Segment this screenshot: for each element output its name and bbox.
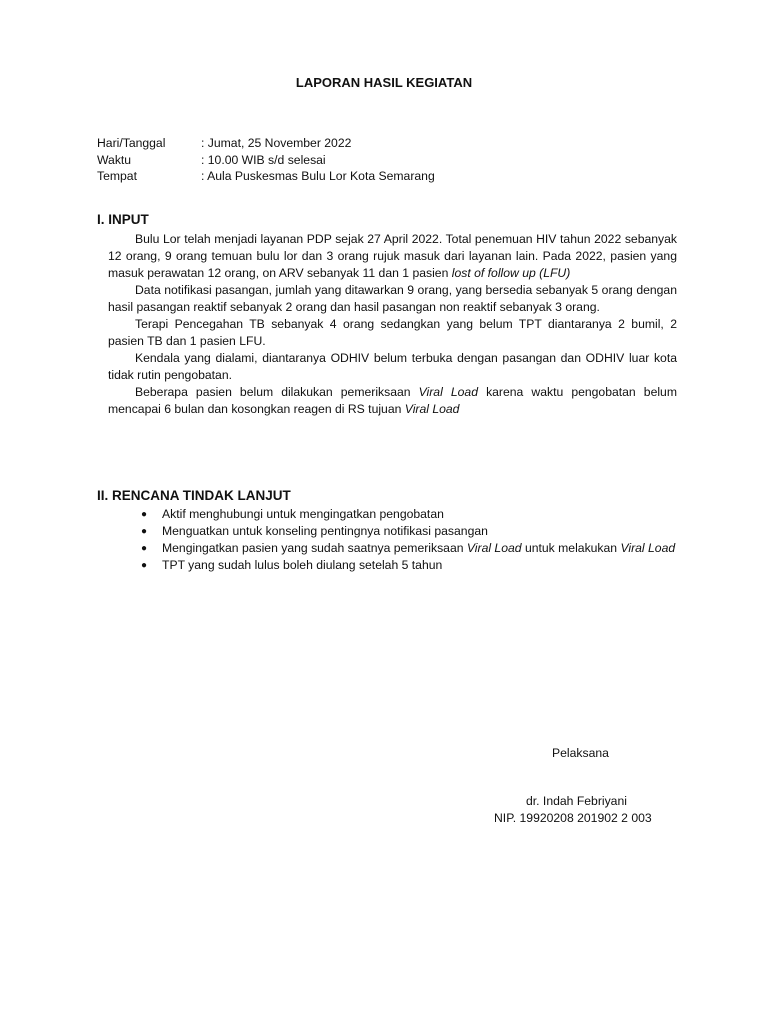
bullet-icon: ● — [141, 526, 148, 537]
report-title: LAPORAN HASIL KEGIATAN — [295, 75, 473, 90]
section-input-body — [108, 231, 677, 418]
list-item — [141, 506, 678, 523]
paragraph — [108, 231, 677, 282]
signer-nip: NIP. 19920208 201902 2 003 — [494, 811, 652, 825]
bullet-icon: ● — [141, 509, 148, 520]
list-item-italic: Viral Load — [466, 541, 522, 555]
list-item-text: Menguatkan untuk konseling pentingnya notifikasi pasangan — [162, 524, 488, 538]
paragraph-text: Beberapa pasien belum dilakukan pemeriksaan — [135, 385, 419, 399]
meta-value: : Aula Puskesmas Bulu Lor Kota Semarang — [201, 169, 435, 183]
list-item-text: untuk melakukan — [521, 541, 621, 555]
list-item-italic: Viral Load — [620, 541, 676, 555]
meta-row-date — [97, 135, 435, 152]
follow-up-list — [141, 506, 678, 574]
list-item — [141, 540, 678, 557]
bullet-icon: ● — [141, 543, 148, 554]
list-item — [141, 523, 678, 540]
meta-value: : Jumat, 25 November 2022 — [201, 136, 352, 150]
paragraph — [108, 384, 677, 418]
paragraph: Terapi Pencegahan TB sebanyak 4 orang sedangkan yang belum TPT diantaranya 2 bumil, 2 pasien TB dan 1 pasien LFU. — [108, 317, 677, 348]
section-rtl-heading: II. RENCANA TINDAK LANJUT — [97, 488, 291, 503]
paragraph-text: karena waktu pengobatan belum mencapai 6 bulan dan kosongkan reagen di RS tujuan — [108, 385, 677, 416]
meta-label: Hari/Tanggal — [97, 136, 166, 150]
section-input-heading: I. INPUT — [97, 212, 149, 227]
signature-role: Pelaksana — [552, 746, 609, 760]
meta-value: : 10.00 WIB s/d selesai — [201, 152, 326, 167]
list-item-text: Aktif menghubungi untuk mengingatkan pengobatan — [162, 507, 444, 521]
bullet-icon: ● — [141, 560, 148, 571]
meta-row-time — [97, 152, 435, 169]
list-item — [141, 557, 678, 574]
paragraph-italic: lost of follow up (LFU) — [451, 266, 571, 280]
paragraph-italic: Viral Load — [404, 402, 460, 416]
meta-label: Tempat — [97, 169, 137, 183]
paragraph-italic: Viral Load — [418, 385, 478, 399]
event-details — [97, 135, 435, 185]
meta-label: Waktu — [97, 152, 132, 167]
meta-row-place — [97, 168, 435, 185]
paragraph: Kendala yang dialami, diantaranya ODHIV belum terbuka dengan pasangan dan ODHIV luar kota tidak rutin pengobatan. — [108, 351, 677, 382]
list-item-text: TPT yang sudah lulus boleh diulang setelah 5 tahun — [162, 558, 443, 572]
signer-name: dr. Indah Febriyani — [526, 794, 627, 808]
paragraph: Data notifikasi pasangan, jumlah yang ditawarkan 9 orang, yang bersedia sebanyak 5 orang dengan hasil pasangan reaktif sebanyak 2 orang dan hasil pasangan non reaktif sebanyak 3 orang. — [108, 283, 677, 314]
paragraph-text: Bulu Lor telah menjadi layanan PDP sejak 27 April 2022. Total penemuan HIV tahun 2022 sebanyak 12 orang, 9 orang temuan bulu lor dan 3 orang rujuk masuk dari layanan lain. Pada 2022, pasien yang masuk perawatan 12 orang, on ARV sebanyak 11 dan 1 pasien — [108, 232, 677, 280]
list-item-text: Mengingatkan pasien yang sudah saatnya pemeriksaan — [162, 541, 467, 555]
